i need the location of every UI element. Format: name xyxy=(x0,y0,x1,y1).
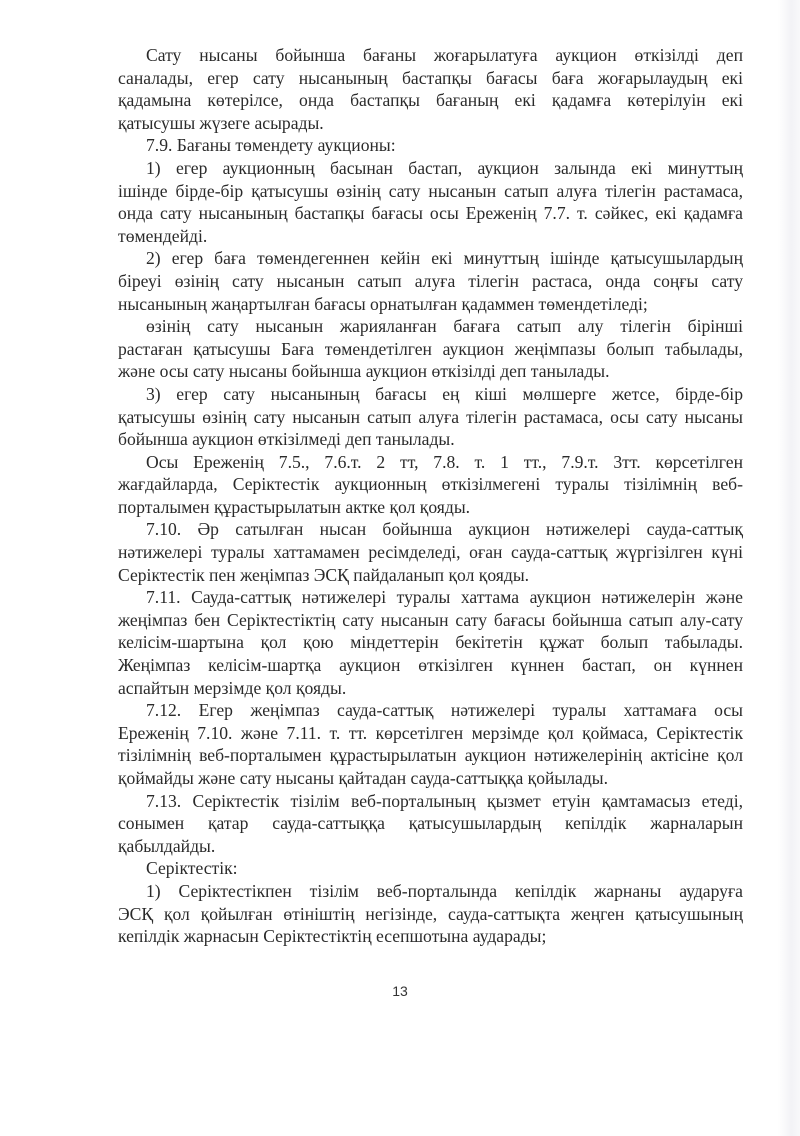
text-line: 7.12. Егер жеңімпаз сауда-саттық нәтижелері туралы хаттамаға осы xyxy=(146,700,743,721)
page-number: 13 xyxy=(392,983,408,999)
text-line: 7.13. Серіктестік тізілім веб-порталының қызмет етуін қамтамасыз етеді, xyxy=(146,790,743,811)
text-line: нысанының жаңартылған бағасы орнатылған қадаммен төмендетіледі; xyxy=(118,293,648,314)
text-line: қабылдайды. xyxy=(118,835,216,856)
text-line: төмендейді. xyxy=(118,225,208,246)
text-line: кепілдік жарнасын Серіктестіктің есепшотына аударады; xyxy=(118,926,547,947)
text-line: растаған қатысушы Баға төмендетілген аукцион жеңімпазы болып табылады, xyxy=(118,338,743,359)
text-line: қатысушы өзінің сату нысанын сатып алуға тілегін растамаса, осы сату нысаны xyxy=(118,406,743,427)
text-line: жағдайларда, Серіктестік аукционның өткізілмегені туралы тізілімнің веб- xyxy=(118,474,743,495)
text-line: Сату нысаны бойынша бағаны жоғарылатуға аукцион өткізілді деп xyxy=(146,45,743,65)
text-line: онда сату нысанының бастапқы бағасы осы Ереженің 7.7. т. сәйкес, екі қадамға xyxy=(118,203,743,224)
text-line: 7.11. Сауда-саттық нәтижелері туралы хаттама аукцион нәтижелерін және xyxy=(146,587,743,608)
text-line: келісім-шартына қол қою міндеттерін бекітетін құжат болып табылады. xyxy=(118,632,743,653)
text-line: Серіктестік: xyxy=(146,858,238,879)
text-line: нәтижелері туралы хаттамамен ресімделеді, оған сауда-саттық жүргізілген күні xyxy=(118,542,743,563)
text-line: жеңімпаз бен Серіктестіктің сату нысанын сату бағасы бойынша сатып алу-сату xyxy=(118,609,743,630)
text-line: Осы Ереженің 7.5., 7.6.т. 2 тт, 7.8. т. 1 тт., 7.9.т. 3тт. көрсетілген xyxy=(146,451,743,472)
text-line: сонымен қатар сауда-саттыққа қатысушылардың кепілдік жарналарын xyxy=(118,813,743,834)
text-line: біреуі өзінің сату нысанын сатып алуға тілегін растаса, онда соңғы сату xyxy=(118,270,743,291)
text-line: аспайтын мерзімде қол қояды. xyxy=(118,677,347,698)
text-line: Жеңімпаз келісім-шартқа аукцион өткізілген күннен бастап, он күннен xyxy=(118,655,743,676)
text-line: ЭСҚ қол қойылған өтініштің негізінде, сауда-саттықта жеңген қатысушының xyxy=(118,903,743,924)
text-line: 7.9. Бағаны төмендету аукционы: xyxy=(146,135,396,156)
text-line: саналады, егер сату нысанының бастапқы бағасы баға жоғарылаудың екі xyxy=(118,67,743,88)
text-line: 1) егер аукционның басынан бастап, аукцион залында екі минуттың xyxy=(146,157,743,178)
text-line: Серіктестік пен жеңімпаз ЭСҚ пайдаланып қол қояды. xyxy=(118,564,530,585)
text-line: 3) егер сату нысанының бағасы ең кіші мөлшерге жетсе, бірде-бір xyxy=(146,383,743,404)
text-line: қадамына көтерілсе, онда бастапқы бағаның екі қадамға көтерілуін екі xyxy=(118,90,743,111)
text-line: ішінде бірде-бір қатысушы өзінің сату нысанын сатып алуға тілегін растамаса, xyxy=(118,180,743,201)
document-body xyxy=(118,44,743,948)
text-line: порталымен құрастырылатын актке қол қояды. xyxy=(118,496,471,517)
text-line: қатысушы жүзеге асырады. xyxy=(118,112,324,133)
text-line: 2) егер баға төмендегеннен кейін екі минуттың ішінде қатысушылардың xyxy=(146,248,743,269)
text-line: және осы сату нысаны бойынша аукцион өткізілді деп танылады. xyxy=(118,361,610,382)
text-line: бойынша аукцион өткізілмеді деп танылады. xyxy=(118,429,455,450)
text-line: тізілімнің веб-порталымен құрастырылатын аукцион нәтижелерінің актісіне қол xyxy=(118,745,743,766)
text-line: 1) Серіктестікпен тізілім веб-порталында кепілдік жарнаны аударуға xyxy=(146,880,743,901)
scanned-page-edge xyxy=(778,0,800,1136)
text-line: Ереженің 7.10. және 7.11. т. тт. көрсетілген мерзімде қол қоймаса, Серіктестік xyxy=(118,722,743,743)
text-line: өзінің сату нысанын жарияланған бағаға сатып алу тілегін бірінші xyxy=(146,316,743,337)
text-line: 7.10. Әр сатылған нысан бойынша аукцион нәтижелері сауда-саттық xyxy=(146,519,743,540)
text-line: қоймайды және сату нысаны қайтадан сауда-саттыққа қойылады. xyxy=(118,768,609,788)
